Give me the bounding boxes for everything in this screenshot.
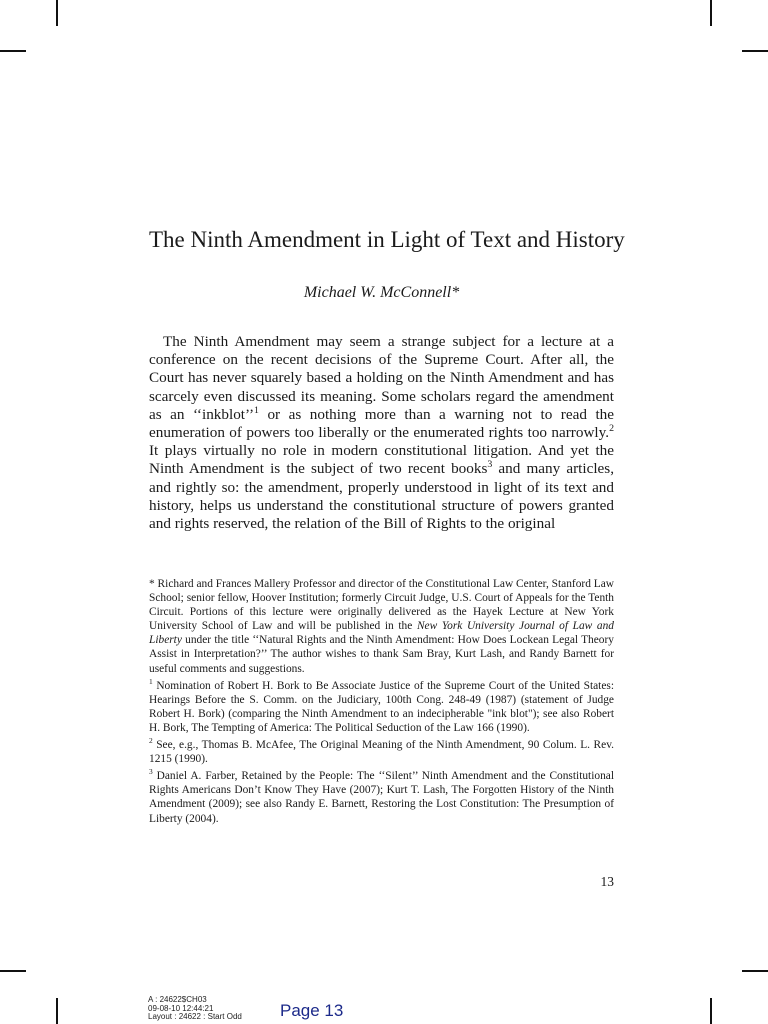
footnote-ref-1: 1 <box>254 404 259 416</box>
body-paragraph <box>149 333 614 533</box>
footnote-1-text: Nomination of Robert H. Bork to Be Associate Justice of the Supreme Court of the United States: Hearings Before the S. Comm. on the Judiciary, 100th Cong. 248-49 (1987) (statement of Judge Robert H. Bork) (comparing the Ninth Amendment to an indecipherable "ink blot"); see also Robert H. Bork, The Tempting of America: The Political Seduction of the Law 166 (1990). <box>149 679 614 734</box>
page-label: Page 13 <box>280 1001 344 1020</box>
slug-line-3: Layout : 24622 : Start Odd <box>148 1012 242 1022</box>
slug-line-1: A : 24622$CH03 <box>148 995 207 1004</box>
footnotes-section <box>149 577 614 829</box>
footnote-ref-2: 2 <box>609 422 614 434</box>
printer-slug <box>148 996 242 1022</box>
footnote-journal-name: New York University Journal of Law and Liberty <box>149 620 615 647</box>
body-text-part-2: or as nothing more than a warning not to read the enumeration of powers too liberally or the enumerated rights too narrowly. <box>149 405 614 442</box>
footnote-author <box>149 577 614 676</box>
article-title: The Ninth Amendment in Light of Text and History <box>149 227 625 252</box>
footnote-author-text-end: under the title ‘‘Natural Rights and the Ninth Amendment: How Does Lockean Legal Theory Assist in Interpretation?’’ The author wishes to thank Sam Bray, Kurt Lash, and Randy Barnett for useful comments and suggestions. <box>149 634 614 675</box>
crop-mark-top-right-vertical <box>710 0 712 26</box>
crop-mark-bottom-right-vertical <box>710 998 712 1024</box>
body-text-part-1: The Ninth Amendment may seem a strange subject for a lecture at a conference on the recent decisions of the Supreme Court. After all, the Court has never squarely based a holding on the Ninth Amendment and has scarcely even discussed its meaning. Some scholars regard the amendment as an ‘‘inkblot’’ <box>149 333 614 423</box>
body-text-part-3: It plays virtually no role in modern constitutional litigation. And yet the Ninth Amendment is the subject of two recent books <box>149 442 614 478</box>
footnote-3 <box>149 769 614 825</box>
crop-mark-bottom-right-horizontal <box>742 970 768 972</box>
crop-mark-top-left-vertical <box>56 0 58 26</box>
footnote-author-text: * Richard and Frances Mallery Professor and director of the Constitutional Law Center, Stanford Law School; senior fellow, Hoover Institution; formerly Circuit Judge, U.S. Court of Appeals for the Tenth Circuit. Portions of this lecture were originally delivered as the Hayek Lecture at New York University School of Law and will be published in the <box>149 578 614 633</box>
footnote-3-text: Daniel A. Farber, Retained by the People: The ‘‘Silent’’ Ninth Amendment and the Constitutional Rights Americans Don’t Know They Have (2007); Kurt T. Lash, The Forgotten History of the Ninth Amendment (2009); see also Randy E. Barnett, Restoring the Lost Constitution: The Presumption of Liberty (2004). <box>149 770 614 825</box>
crop-mark-bottom-left-vertical <box>56 998 58 1024</box>
crop-mark-top-right-horizontal <box>742 50 768 52</box>
page-number: 13 <box>600 874 614 889</box>
footnote-3-number: 3 <box>149 767 153 777</box>
footnote-2-number: 2 <box>149 736 153 746</box>
slug-line-2: 09-08-10 12:44:21 <box>148 1003 214 1013</box>
crop-mark-bottom-left-horizontal <box>0 970 26 972</box>
footnote-2 <box>149 738 614 766</box>
footnote-2-text: See, e.g., Thomas B. McAfee, The Original Meaning of the Ninth Amendment, 90 Colum. L. Rev. 1215 (1990). <box>149 739 614 766</box>
crop-mark-top-left-horizontal <box>0 50 26 52</box>
body-text-part-4: and many articles, and rightly so: the amendment, properly understood in light of its text and history, helps us understand the constitutional structure of powers granted and rights reserved, the relation of the Bill of Rights to the original <box>149 460 614 533</box>
footnote-1 <box>149 676 614 735</box>
footnote-1-number: 1 <box>149 676 153 686</box>
article-author: Michael W. McConnell* <box>303 284 460 301</box>
footnote-ref-3: 3 <box>487 459 493 471</box>
